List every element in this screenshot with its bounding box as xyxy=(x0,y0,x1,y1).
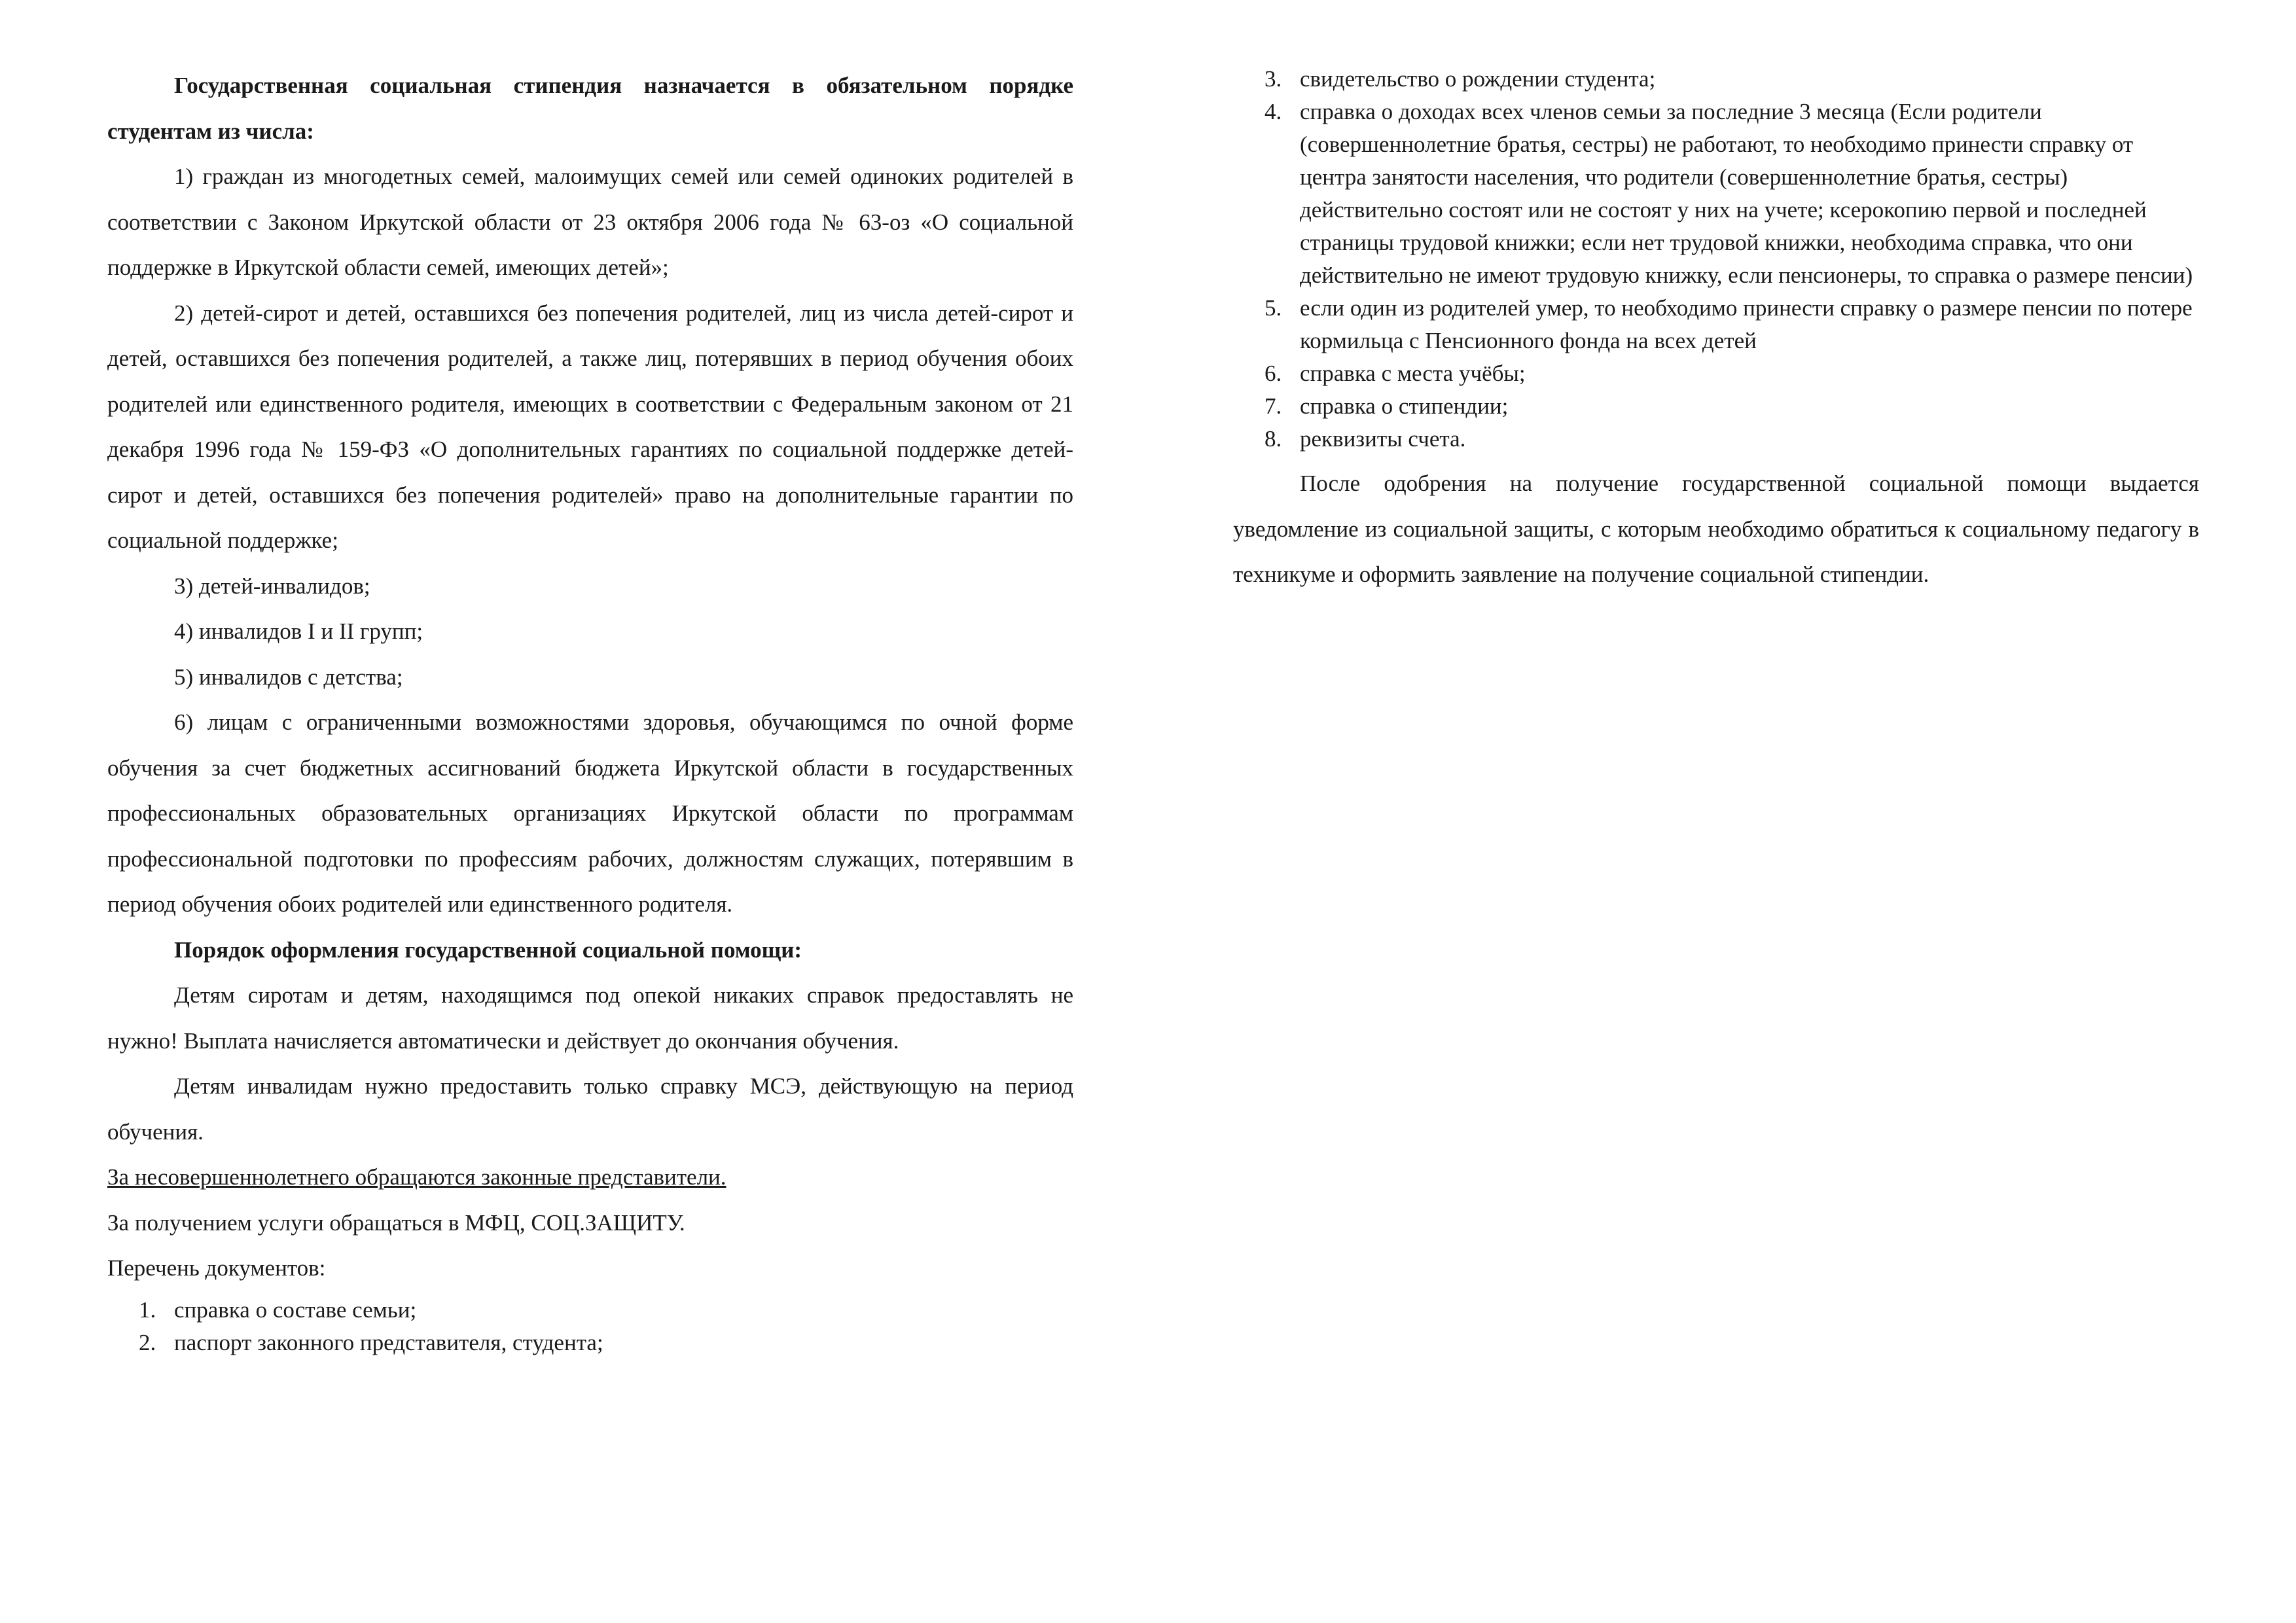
scholarship-heading: Государственная социальная стипендия назначается в обязательном порядке студентам из числа: xyxy=(107,73,1073,144)
list-item-text: справка о стипендии; xyxy=(1300,393,1509,419)
list-item xyxy=(1233,63,2199,96)
orphans-paragraph: Детям сиротам и детям, находящимся под опекой никаких справок предоставлять не нужно! Выплата начисляется автоматически и действует до окончания обучения. xyxy=(107,982,1073,1054)
list-item xyxy=(1233,390,2199,423)
eligibility-item-1: 1) граждан из многодетных семей, малоимущих семей или семей одиноких родителей в соответствии с Законом Иркутской области от 23 октября 2006 года № 63-оз «О социальной поддержке в Иркутской области семей, имеющих детей»; xyxy=(107,164,1073,280)
list-item-text: справка с места учёбы; xyxy=(1300,361,1526,386)
list-item-text: справка о составе семьи; xyxy=(174,1296,417,1323)
eligibility-item-5: 5) инвалидов с детства; xyxy=(174,664,403,690)
list-item xyxy=(1233,357,2199,390)
list-item xyxy=(1233,96,2199,292)
eligibility-item-4: 4) инвалидов I и II групп; xyxy=(174,618,423,644)
documents-label: Перечень документов: xyxy=(107,1255,326,1281)
list-item-text: справка о доходах всех членов семьи за последние 3 месяца (Если родители (совершеннолетние братья, сестры) не работают, то необходимо принести справку от центра занятости населения, что родители (совершеннолетние братья, сестры) действительно состоят или не состоят у них на учете; ксерокопию первой и последней страницы трудовой книжки; если нет трудовой книжки, необходима справка, что они действительно не имеют трудовую книжку, если пенсионеры, то справка о размере пенсии) xyxy=(1300,99,2193,288)
list-item-number: 6. xyxy=(1265,361,1282,386)
list-item-number: 7. xyxy=(1265,393,1282,419)
list-item-number: 3. xyxy=(1265,66,1282,92)
eligibility-item-2: 2) детей-сирот и детей, оставшихся без попечения родителей, лиц из числа детей-сирот и детей, оставшихся без попечения родителей, а также лиц, потерявших в период обучения обоих родителей или единственного родителя, имеющих в соответствии с Федеральным законом от 21 декабря 1996 года № 159-ФЗ «О дополнительных гарантиях по социальной поддержке детей-сирот и детей, оставшихся без попечения родителей» право на дополнительные гарантии по социальной поддержке; xyxy=(107,300,1073,553)
documents-list-left xyxy=(107,1294,1073,1359)
list-item-number: 4. xyxy=(1265,99,1282,124)
legal-representatives-note: За несовершеннолетнего обращаются законные представители. xyxy=(107,1164,726,1190)
list-item xyxy=(107,1327,1073,1359)
list-item-number: 2. xyxy=(139,1329,156,1355)
service-location-note: За получением услуги обращаться в МФЦ, СОЦ.ЗАЩИТУ. xyxy=(107,1209,685,1236)
closing-paragraph: После одобрения на получение государственной социальной помощи выдается уведомление из социальной защиты, с которым необходимо обратиться к социальному педагогу в техникуме и оформить заявление на получение социальной стипендии. xyxy=(1233,471,2199,587)
list-item-number: 1. xyxy=(139,1296,156,1323)
list-item-number: 5. xyxy=(1265,295,1282,321)
list-item-text: паспорт законного представителя, студента; xyxy=(174,1329,603,1355)
list-item xyxy=(107,1294,1073,1327)
list-item xyxy=(1233,423,2199,455)
disabled-paragraph: Детям инвалидам нужно предоставить только справку МСЭ, действующую на период обучения. xyxy=(107,1073,1073,1145)
eligibility-item-3: 3) детей-инвалидов; xyxy=(174,573,370,599)
list-item-number: 8. xyxy=(1265,426,1282,452)
procedure-heading: Порядок оформления государственной социальной помощи: xyxy=(174,936,802,963)
left-column xyxy=(107,63,1073,1359)
right-column xyxy=(1233,63,2199,597)
list-item-text: реквизиты счета. xyxy=(1300,426,1466,452)
list-item xyxy=(1233,292,2199,357)
list-item-text: свидетельство о рождении студента; xyxy=(1300,66,1656,92)
list-item-text: если один из родителей умер, то необходимо принести справку о размере пенсии по потере кормильца с Пенсионного фонда на всех детей xyxy=(1300,295,2193,353)
eligibility-item-6: 6) лицам с ограниченными возможностями здоровья, обучающимся по очной форме обучения за счет бюджетных ассигнований бюджета Иркутской области в государственных профессиональных образовательных организациях Иркутской области по программам профессиональной подготовки по профессиям рабочих, должностям служащих, потерявшим в период обучения обоих родителей или единственного родителя. xyxy=(107,709,1073,917)
documents-list-right xyxy=(1233,63,2199,455)
